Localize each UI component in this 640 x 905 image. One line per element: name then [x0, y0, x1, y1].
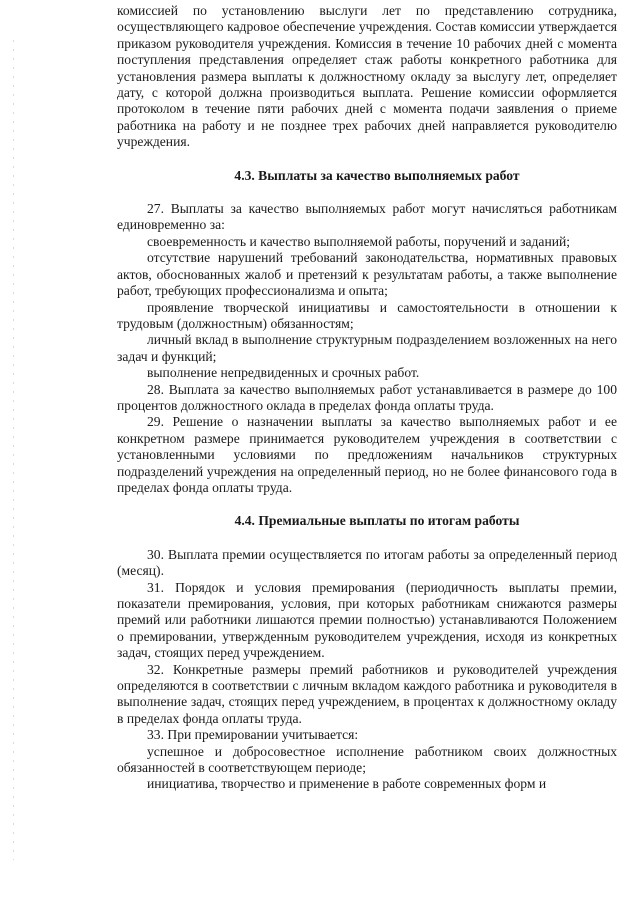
list-item-personal-contribution: личный вклад в выполнение структурным подразделением возложенных на него задач и функций; [117, 332, 617, 364]
paragraph-29: 29. Решение о назначении выплаты за качество выполняемых работ и ее конкретном размере принимается руководителем учреждения в соответствии с установленными условиями по предложениям начальников структурных подразделений учреждения на определенный период, но не более финансового года в пределах фонда оплаты труда. [117, 414, 617, 495]
paragraph-33: 33. При премировании учитывается: [147, 727, 359, 743]
paragraph-27: 27. Выплаты за качество выполняемых работ могут начисляться работникам единовременно за: [117, 201, 617, 233]
list-item-timeliness: своевременность и качество выполняемой работы, поручений и заданий; [147, 233, 571, 249]
paragraph-continuation: комиссией по установлению выслуги лет по представлению сотрудника, осуществляющего кадровое обеспечение учреждения. Состав комиссии утверждается приказом руководителя учреждения. Комиссия в течение 10 рабочих дней с момента поступления представления определяет стаж работы конкретного работника для установления размера выплаты к должностному окладу за выслугу лет, определяет дату, с которой должна производиться выплата. Решение комиссии оформляется протоколом в течение пяти рабочих дней с момента подачи заявления о приеме работника на работу и не позднее трех рабочих дней направляется руководителю учреждения. [117, 3, 617, 150]
list-item-no-violations: отсутствие нарушений требований законодательства, нормативных правовых актов, обоснованных жалоб и претензий к результатам работы, а также выполнение работ, требующих профессионализма и опыта; [117, 250, 617, 299]
list-item-initiative: проявление творческой инициативы и самостоятельности в отношении к трудовым (должностным) обязанностям; [117, 299, 617, 331]
list-item-urgent-work: выполнение непредвиденных и срочных работ. [147, 365, 420, 381]
paragraph-28: 28. Выплата за качество выполняемых работ устанавливается в размере до 100 процентов должностного оклада в пределах фонда оплаты труда. [117, 381, 617, 413]
paragraph-32: 32. Конкретные размеры премий работников и руководителей учреждения определяются в соответствии с личным вкладом каждого работника и руководителя в выполнение задач, стоящих перед учреждением, в процентах к должностному окладу в пределах фонда оплаты труда. [117, 661, 617, 726]
paragraph-30: 30. Выплата премии осуществляется по итогам работы за определенный период (месяц). [117, 546, 617, 579]
list-item-initiative-creativity: инициатива, творчество и применение в работе современных форм и [147, 776, 547, 792]
list-item-conscientious-performance: успешное и добросовестное исполнение работником своих должностных обязанностей в соответствующем периоде; [117, 743, 617, 776]
section-heading-4-4: 4.4. Премиальные выплаты по итогам работы [234, 513, 520, 529]
paragraph-31: 31. Порядок и условия премирования (периодичность выплаты премии, показатели премирования, условия, при которых работникам снижаются размеры премий или работники лишаются премии полностью) устанавливаются Положением о премировании, утвержденным руководителем учреждения, исходя из конкретных задач, стоящих перед учреждением. [117, 579, 617, 661]
scan-margin-artifact [13, 40, 14, 860]
section-heading-4-3: 4.3. Выплаты за качество выполняемых работ [234, 167, 520, 183]
